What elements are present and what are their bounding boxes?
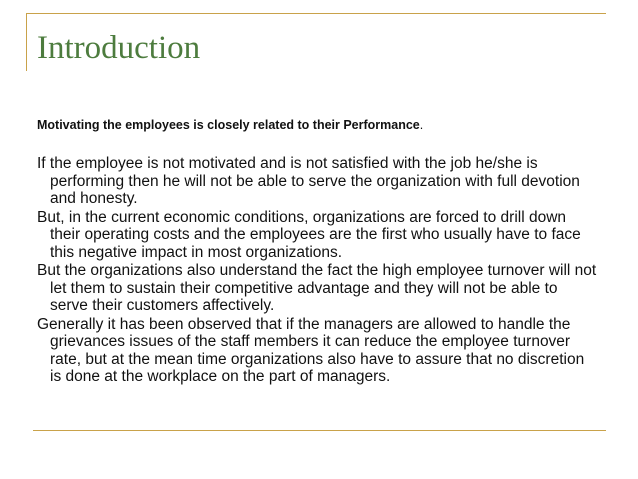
bullet-item-1: If the employee is not motivated and is not satisfied with the job he/she is performing then he will not be able to serve the organization with full devotion and honesty. [37,155,580,207]
bottom-decorative-line [33,430,606,431]
top-decorative-line [26,13,606,14]
slide-subtitle [37,117,423,133]
bullet-item-4: Generally it has been observed that if the managers are allowed to handle the grievances issues of the staff members it can reduce the employee turnover rate, but at the mean time organizations also have to assure that no discretion is done at the workplace on the part of managers. [37,315,585,385]
left-decorative-line [26,13,27,71]
slide-title: Introduction [37,30,201,66]
subtitle-period: . [419,118,424,132]
bullet-item-3: But the organizations also understand the fact the high employee turnover will not let them to sustain their competitive advantage and they will not be able to serve their customers affectively. [37,262,597,314]
bullet-list [37,155,597,387]
bullet-item-2: But, in the current economic conditions, organizations are forced to drill down their operating costs and the employees are the first who usually have to face this negative impact in most organizations. [37,208,581,261]
subtitle-text: Motivating the employees is closely related to their Performance [37,118,420,132]
